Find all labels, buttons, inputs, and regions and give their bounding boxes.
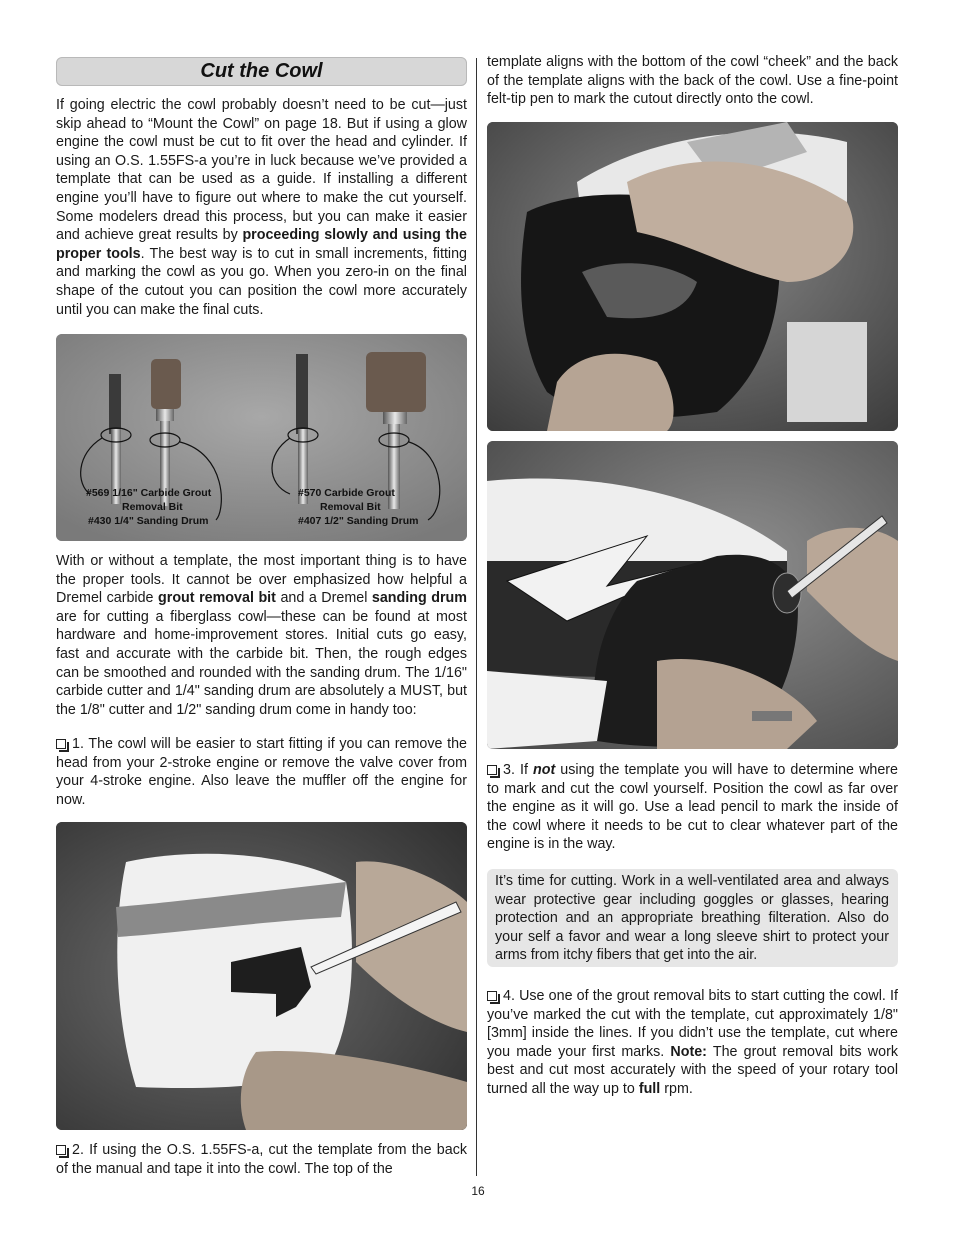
caption-right-2: Removal Bit: [320, 501, 381, 513]
step-3-checkbox[interactable]: [487, 765, 497, 775]
step-4: 4. Use one of the grout removal bits to start cutting the cowl. If you’ve marked the cut with the template, cut approximately 1/8" [3mm] inside the lines. If you didn’t use the template, cut where you made your first marks. Note: The grout removal bits work best and cut most accurately with the speed of your rotary tool turned all the way up to full rpm.: [487, 988, 898, 1097]
cowl-pencil-photo: [487, 441, 898, 749]
step-2-continued: template aligns with the bottom of the cowl “cheek” and the back of the template aligns with the back of the cowl. Use a fine-point felt-tip pen to mark the cutout directly onto the cowl.: [487, 54, 898, 108]
step-1: 1. The cowl will be easier to start fitting if you can remove the head from your 2-stroke engine or remove the valve cover from your 4-stroke engine. Also leave the muffler off the engine for now.: [56, 736, 467, 808]
section-title: Cut the Cowl: [200, 60, 323, 82]
page-number: 16: [471, 1184, 485, 1198]
step-1-checkbox[interactable]: [56, 739, 66, 749]
caption-left-2: Removal Bit: [122, 501, 183, 513]
cowl-fitting-photo: [487, 122, 898, 431]
step-4-checkbox[interactable]: [487, 991, 497, 1001]
safety-note: [487, 869, 898, 967]
intro-paragraph: If going electric the cowl probably doesn’t need to be cut—just skip ahead to “Mount the Cowl” on page 18. But if using a glow engine the cowl must be cut to fit over the head and cylinder. If using an O.S. 1.55FS-a you’re in luck because we’ve provided a template that can be used as a guide. If installing a different engine you’ll have to figure out where to make the cut yourself. Some modelers dread this process, but you can make it easier and achieve great results by proceeding slowly and using the proper tools. The best way is to cut in small increments, fitting and marking the cowl as you go. When you zero-in on the final shape of the cutout you can position the cowl more accurately until you can make the final cuts.: [56, 97, 467, 318]
section-title-bar: [56, 57, 467, 86]
caption-right-1: #570 Carbide Grout: [298, 487, 395, 499]
caption-left-3: #430 1/4" Sanding Drum: [88, 515, 209, 527]
caption-left-1: #569 1/16" Carbide Grout: [86, 487, 212, 499]
step-2: 2. If using the O.S. 1.55FS-a, cut the template from the back of the manual and tape it into the cowl. The top of the: [56, 1142, 467, 1177]
step-3: 3. If not using the template you will have to determine where to mark and cut the cowl yourself. Position the cowl as far over the engine as it will go. Use a lead pencil to mark the inside of the cowl where it needs to be cut to clear whatever part of the engine is in the way.: [487, 762, 899, 853]
tools-photo: [56, 334, 467, 541]
tools-paragraph: With or without a template, the most important thing is to have the proper tools. It cannot be over emphasized how helpful a Dremel carbide grout removal bit and a Dremel sanding drum are for cutting a fiberglass cowl—these can be found at most hardware and home-improvement stores. Initial cuts go easy, fast and accurate with the carbide bit. Then, the rough edges can be smoothed and rounded with the sanding drum. The 1/16" carbide cutter and 1/4" sanding drum are absolutely a MUST, but the 1/8" cutter and 1/2" sanding drum come in handy too:: [56, 553, 467, 718]
caption-right-3: #407 1/2" Sanding Drum: [298, 515, 419, 527]
cowl-marking-photo: [56, 822, 467, 1130]
safety-note-text: It’s time for cutting. Work in a well-ventilated area and always wear protective gear including goggles or glasses, hearing protection and an appropriate breathing filteration. Also do your self a favor and wear a long sleeve shirt to protect your arms from itchy fibers that get into the air.: [495, 873, 889, 964]
column-divider: [476, 58, 477, 1176]
step-2-checkbox[interactable]: [56, 1145, 66, 1155]
